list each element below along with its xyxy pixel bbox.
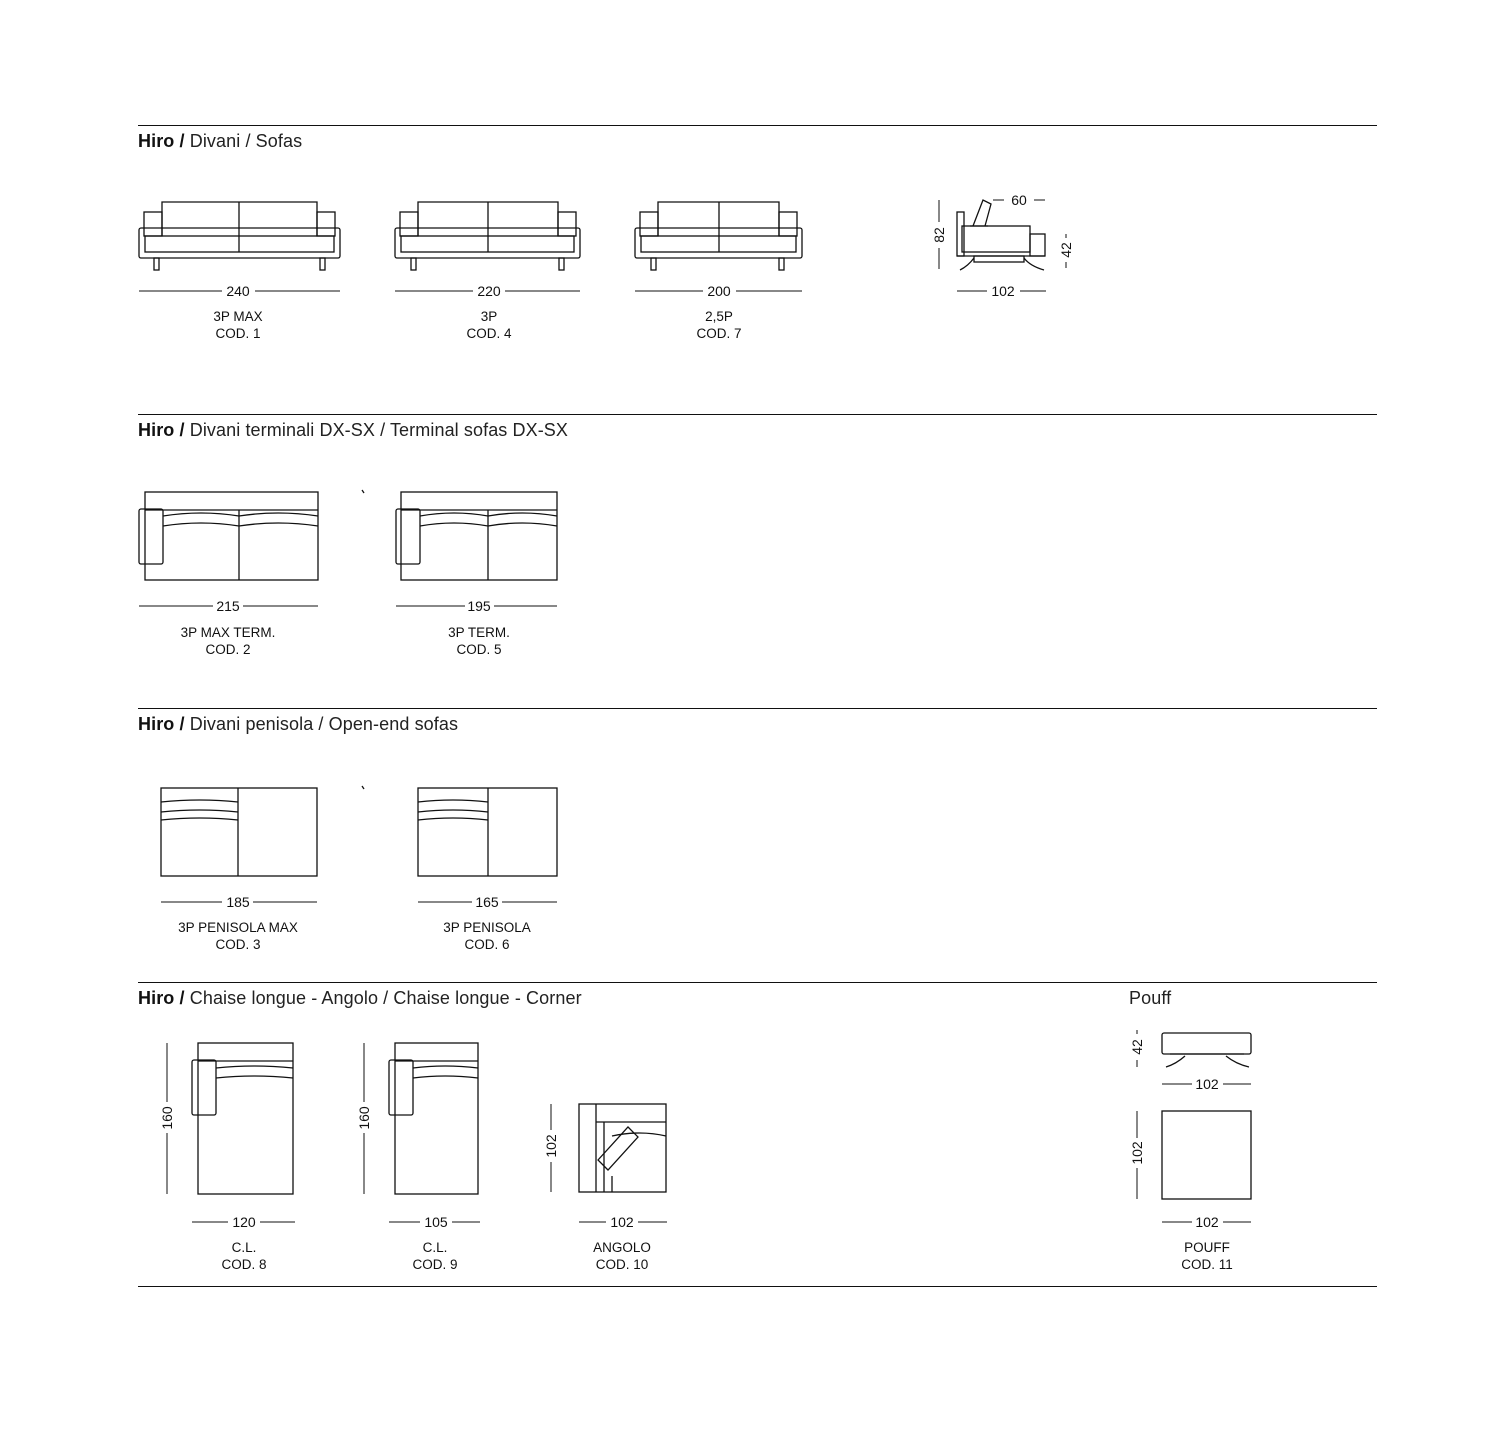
dimension-width: 195 <box>467 598 491 614</box>
dimension-seat-depth: 60 <box>1011 192 1027 208</box>
terminal-sofa-top-3p <box>396 492 557 580</box>
brand-name: Hiro <box>138 131 175 151</box>
model-name: ANGOLO <box>593 1240 651 1255</box>
model-name: 3P PENISOLA MAX <box>178 920 298 935</box>
pouff-side-view <box>1162 1033 1251 1067</box>
model-name: 3P <box>480 309 498 324</box>
section-title: Pouff <box>1129 988 1172 1008</box>
dimension-width: 165 <box>475 894 499 910</box>
brand-name: Hiro <box>138 420 175 440</box>
section-title: Divani terminali DX-SX / Terminal sofas DX-SX <box>189 420 569 440</box>
section-title: Chaise longue - Angolo / Chaise longue - Corner <box>189 988 582 1008</box>
dimension-width: 220 <box>477 283 501 299</box>
model-code: COD. 2 <box>205 642 251 657</box>
stray-mark <box>362 786 364 789</box>
model-code: COD. 1 <box>215 326 261 341</box>
open-end-sofa-top-3p-max <box>161 788 317 876</box>
pouff-top-view <box>1162 1111 1251 1199</box>
dimension-width: 200 <box>707 283 731 299</box>
chaise-longue-top-cod9 <box>389 1043 478 1194</box>
section-title: Divani penisola / Open-end sofas <box>189 714 459 734</box>
dimension-width: 240 <box>226 283 250 299</box>
dimension-depth: 102 <box>1129 1141 1145 1165</box>
model-code: COD. 7 <box>696 326 742 341</box>
chaise-longue-top-cod8 <box>192 1043 293 1194</box>
model-code: COD. 8 <box>221 1257 267 1272</box>
dimension-width-side: 102 <box>1195 1076 1219 1092</box>
dimension-height: 82 <box>931 227 947 243</box>
dimension-width: 215 <box>216 598 240 614</box>
sofa-side-view <box>957 200 1045 270</box>
model-name: 3P PENISOLA <box>443 920 531 935</box>
sofa-front-3p-max <box>139 202 340 270</box>
terminal-sofa-top-3p-max <box>139 492 318 580</box>
model-code: COD. 4 <box>466 326 512 341</box>
model-name: C.L. <box>422 1240 448 1255</box>
model-name: 3P TERM. <box>448 625 510 640</box>
brand-separator: / <box>179 131 185 151</box>
dimension-depth: 160 <box>356 1106 372 1130</box>
model-code: COD. 9 <box>412 1257 458 1272</box>
dimension-width: 102 <box>1195 1214 1219 1230</box>
open-end-sofa-top-3p <box>418 788 557 876</box>
sofa-front-25p <box>635 202 802 270</box>
dimension-seat-height: 42 <box>1058 242 1074 258</box>
dimension-width: 120 <box>232 1214 256 1230</box>
stray-mark <box>362 490 364 493</box>
model-name: 3P MAX <box>213 309 263 324</box>
brand-name: Hiro <box>138 714 175 734</box>
dimension-depth: 102 <box>991 283 1015 299</box>
model-code: COD. 11 <box>1181 1257 1233 1272</box>
corner-unit-top <box>579 1104 666 1192</box>
model-name: C.L. <box>231 1240 257 1255</box>
dimension-height: 42 <box>1129 1039 1145 1055</box>
brand-separator: / <box>179 988 185 1008</box>
dimension-width: 105 <box>424 1214 448 1230</box>
brand-name: Hiro <box>138 988 175 1008</box>
dimension-width: 185 <box>226 894 250 910</box>
model-code: COD. 10 <box>595 1257 649 1272</box>
model-code: COD. 3 <box>215 937 261 952</box>
brand-separator: / <box>179 420 185 440</box>
model-name: 2,5P <box>705 309 733 324</box>
sofa-front-3p <box>395 202 580 270</box>
section-title: Divani / Sofas <box>189 131 303 151</box>
dimension-width: 102 <box>610 1214 634 1230</box>
model-name: POUFF <box>1184 1240 1230 1255</box>
dimension-depth: 102 <box>543 1134 559 1158</box>
model-code: COD. 6 <box>464 937 510 952</box>
dimension-depth: 160 <box>159 1106 175 1130</box>
dimension-lines <box>139 200 1251 1222</box>
model-name: 3P MAX TERM. <box>180 625 276 640</box>
brand-separator: / <box>179 714 185 734</box>
model-code: COD. 5 <box>456 642 502 657</box>
